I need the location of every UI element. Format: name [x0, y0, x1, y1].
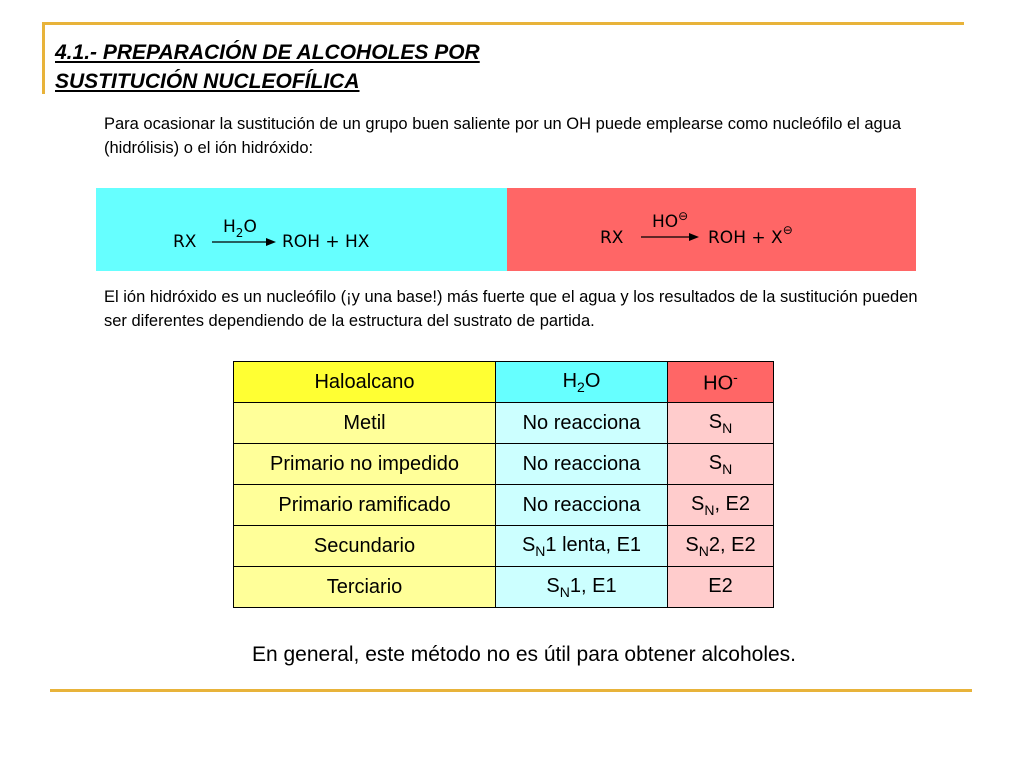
water-reaction-panel [96, 188, 507, 271]
table-row [234, 567, 774, 608]
cell-h2o: No reacciona [496, 444, 668, 485]
hydroxide-reaction-panel [507, 188, 916, 271]
cell-ho: $S_N$ [668, 444, 774, 485]
title-line-1: 4.1.- PREPARACIÓN DE ALCOHOLES POR [55, 41, 480, 64]
cell-h2o: $S_N1$ lenta, E1 [496, 526, 668, 567]
hydroxide-reaction-scheme [507, 188, 916, 271]
bottom-divider [50, 689, 972, 692]
left-divider [42, 22, 45, 94]
header-ho: HO- [668, 362, 774, 403]
header-h2o: $H_2O$ [496, 362, 668, 403]
water-arrow-head [266, 238, 276, 246]
hydroxide-arrow-head [689, 233, 699, 241]
table-row [234, 444, 774, 485]
cell-haloalcano: Primario no impedido [234, 444, 496, 485]
cell-h2o: $S_N1$, E1 [496, 567, 668, 608]
intro-paragraph: Para ocasionar la sustitución de un grupo buen saliente por un OH puede emplearse como nucleófilo el agua (hidrólisis) o el ión hidróxido: [104, 115, 902, 157]
cell-haloalcano: Terciario [234, 567, 496, 608]
cell-h2o: No reacciona [496, 403, 668, 444]
cell-h2o: No reacciona [496, 485, 668, 526]
cell-haloalcano: Metil [234, 403, 496, 444]
table-header-row [234, 362, 774, 403]
top-divider [42, 22, 964, 25]
table-row [234, 403, 774, 444]
title-line-2: SUSTITUCIÓN NUCLEOFÍLICA [55, 70, 360, 93]
table-row [234, 526, 774, 567]
water-reaction-scheme [96, 188, 507, 271]
cell-ho: $S_N$ [668, 403, 774, 444]
water-over-arrow: $H_2O$ [223, 217, 257, 240]
table-row [234, 485, 774, 526]
water-reagent: RX [173, 232, 197, 252]
hydroxide-reagent: RX [600, 228, 624, 248]
hydroxide-products: ROH + X⊖ [708, 223, 793, 248]
cell-ho: $S_N$, E2 [668, 485, 774, 526]
reactivity-table [233, 361, 774, 608]
conclusion-text: En general, este método no es útil para obtener alcoholes. [251, 643, 797, 666]
cell-haloalcano: Secundario [234, 526, 496, 567]
explanation-paragraph: El ión hidróxido es un nucleófilo (¡y una base!) más fuerte que el agua y los resultados de la sustitución pueden ser diferentes dependiendo de la estructura del sustrato de partida. [104, 288, 918, 330]
cell-haloalcano: Primario ramificado [234, 485, 496, 526]
hydroxide-over-arrow: HO⊖ [652, 209, 689, 232]
header-haloalcano: Haloalcano [234, 362, 496, 403]
water-products: ROH + HX [282, 232, 370, 252]
cell-ho: $S_N2$, E2 [668, 526, 774, 567]
page-title [55, 38, 480, 96]
cell-ho: E2 [668, 567, 774, 608]
